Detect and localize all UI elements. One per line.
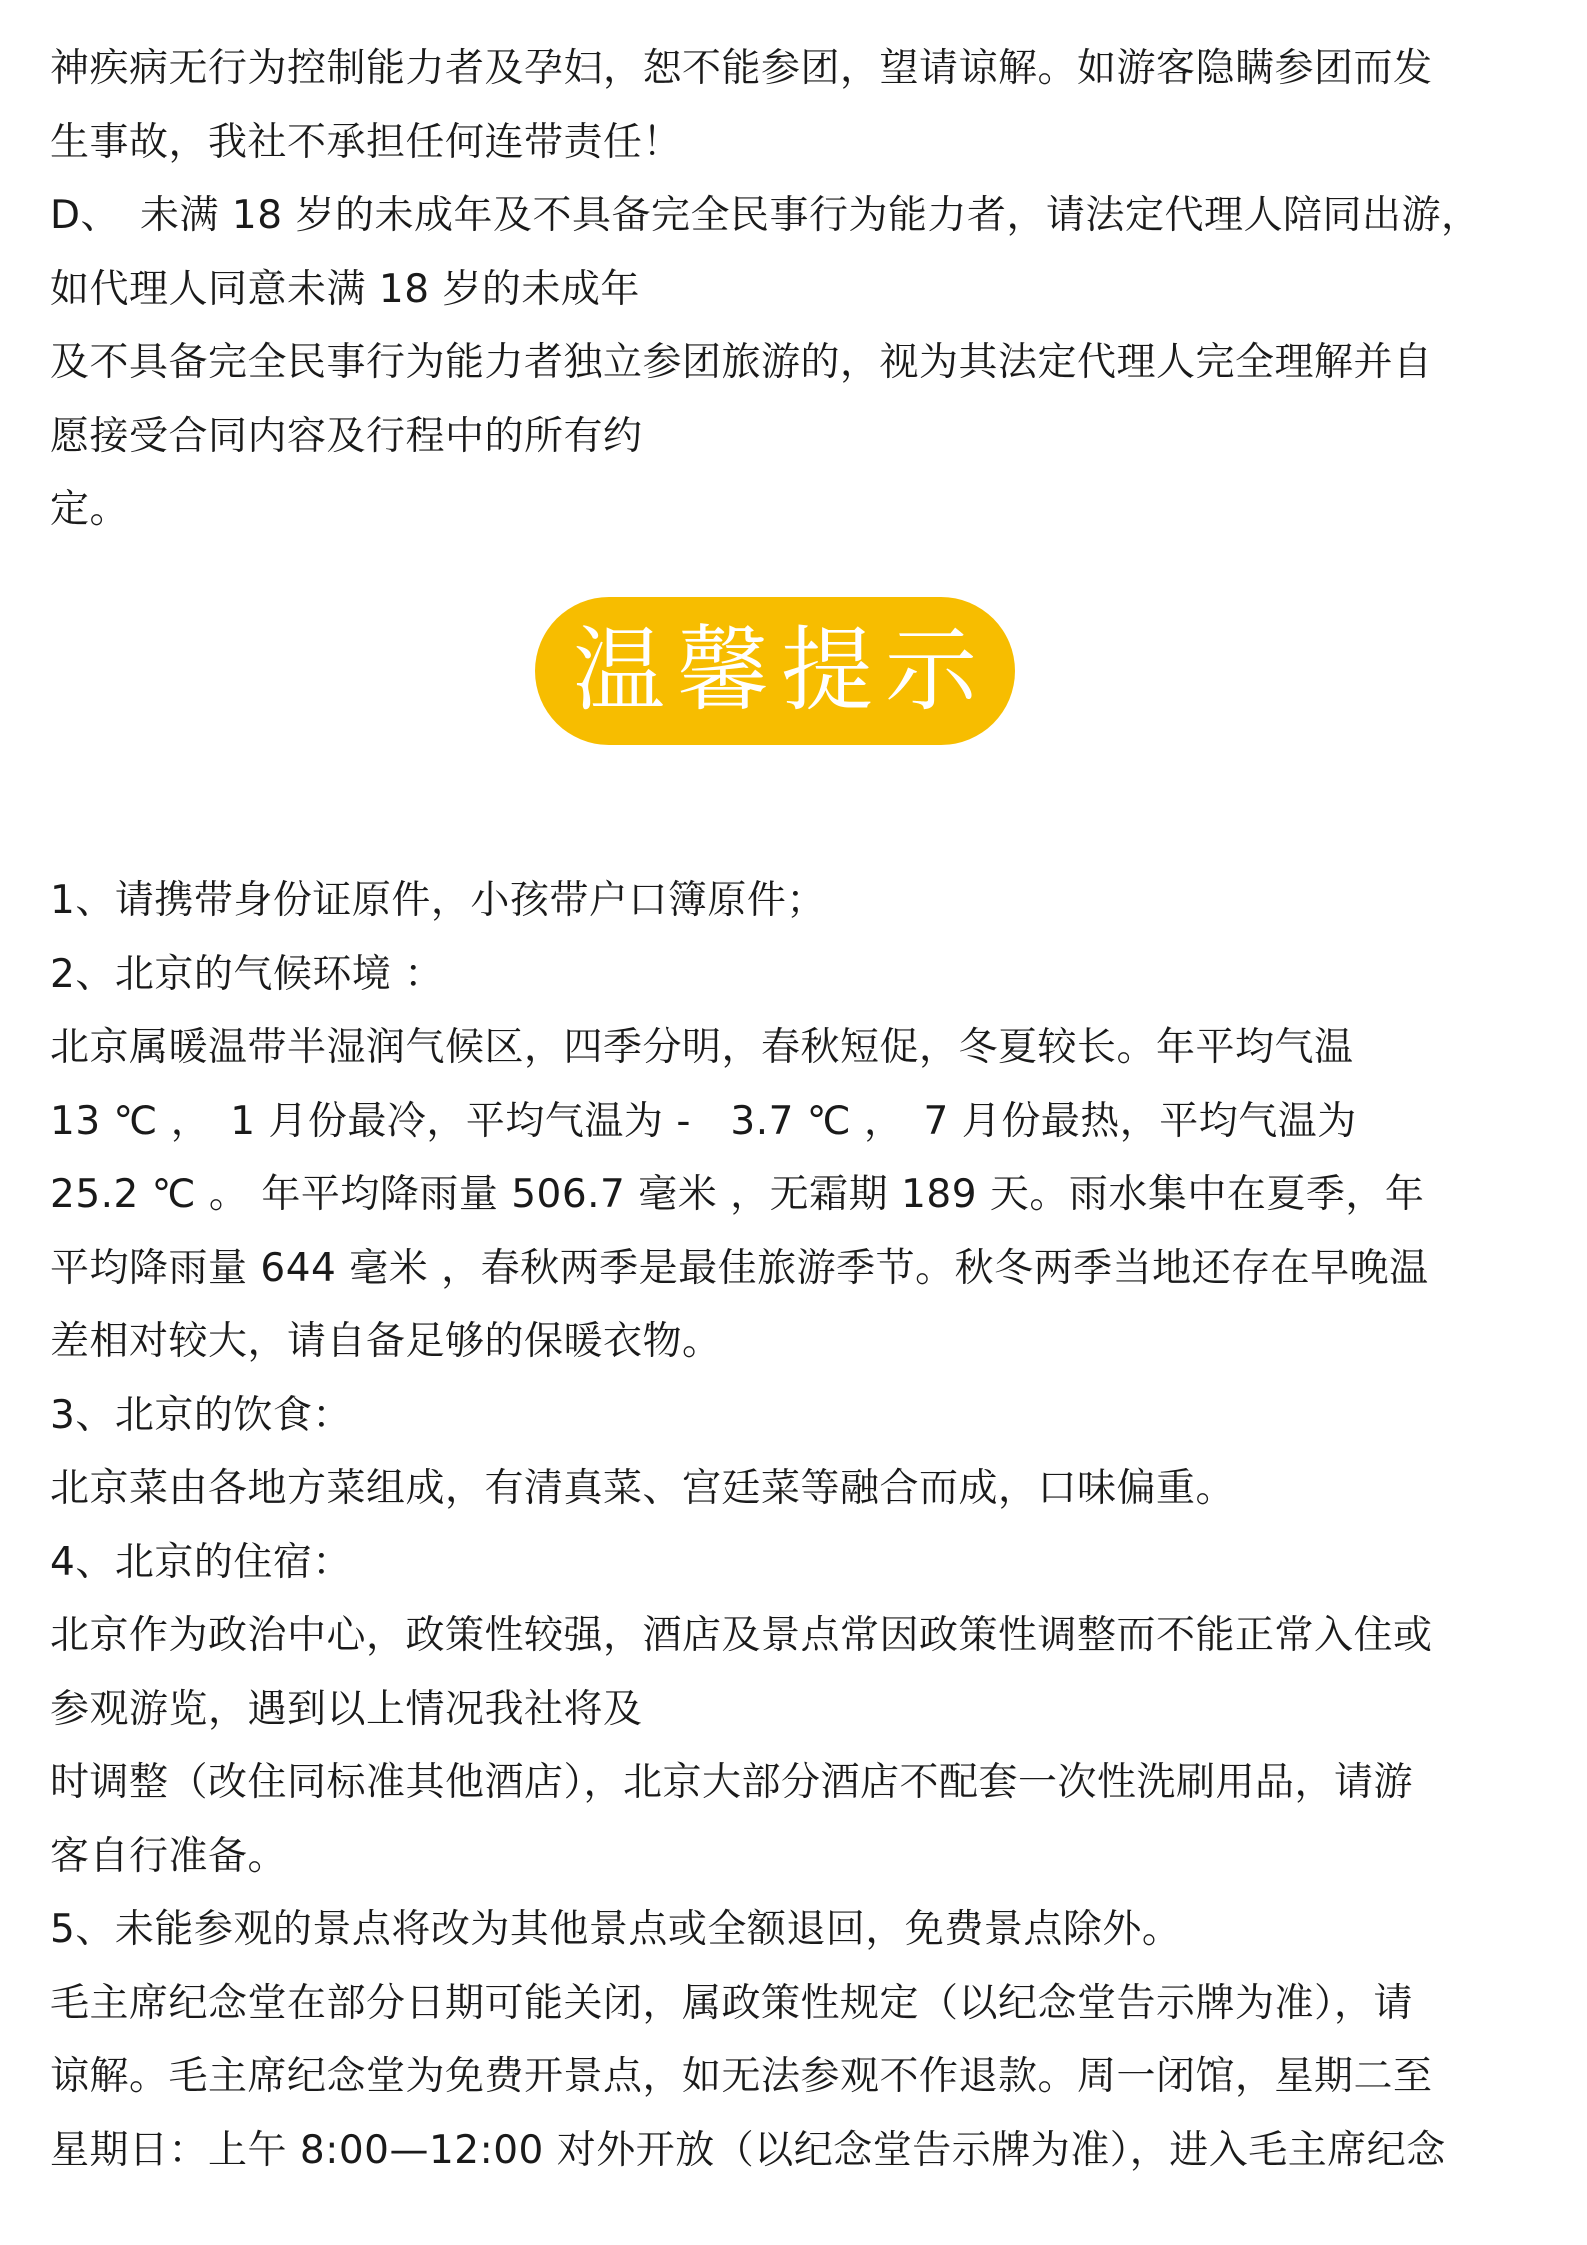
lodging-text-line: 参观游览，遇到以上情况我社将及 [50,1686,643,1732]
climate-text-line: 差相对较大，请自备足够的保暖衣物。 [50,1319,722,1364]
food-text-line: 北京菜由各地方菜组成，有清真菜、宫廷菜等融合而成，口味偏重。 [50,1466,1236,1511]
tip-item-3-heading: 3、北京的饮食： [50,1392,352,1438]
tips-list [50,864,1550,2187]
text-line: 愿接受合同内容及行程中的所有约 [50,413,643,459]
tip-item-2-heading: 2、北京的气候环境 ： [50,951,444,997]
tip-item-5: 5、未能参观的景点将改为其他景点或全额退回，免费景点除外。 [50,1907,1182,1952]
participation-terms-paragraph [50,32,1550,547]
tip-item-4-heading: 4、北京的住宿： [50,1539,352,1585]
text-line: 神疾病无行为控制能力者及孕妇，恕不能参团，望请谅解。如游客隐瞒参团而发 [50,46,1433,91]
tips-title-badge [535,597,1015,745]
tips-title-pill [535,597,1015,745]
text-line: 定。 [50,487,130,532]
text-line: 如代理人同意未满 18 岁的未成年 [50,266,640,312]
lodging-text-line: 时调整（改住同标准其他酒店），北京大部分酒店不配套一次性洗刷用品，请游 [50,1760,1414,1805]
lodging-text-line: 北京作为政治中心，政策性较强，酒店及景点常因政策性调整而不能正常入住或 [50,1613,1433,1658]
memorial-hall-text-line: 谅解。毛主席纪念堂为免费开景点，如无法参观不作退款。周一闭馆，星期二至 [50,2054,1433,2099]
text-line: D、 未满 18 岁的未成年及不具备完全民事行为能力者，请法定代理人陪同出游， [50,193,1481,238]
text-line: 及不具备完全民事行为能力者独立参团旅游的，视为其法定代理人完全理解并自 [50,340,1433,385]
tip-item-1: 1、请携带身份证原件，小孩带户口簿原件； [50,878,826,923]
tips-title: 温馨提示 [572,617,989,724]
climate-text-line: 13 ℃ ， 1 月份最冷，平均气温为 - 3.7 ℃ ， 7 月份最热，平均气温为 [50,1098,1357,1144]
memorial-hall-text-line: 星期日：上午 8:00—12:00 对外开放（以纪念堂告示牌为准），进入毛主席纪念 [50,2127,1446,2173]
climate-text-line: 25.2 ℃ 。 年平均降雨量 506.7 毫米 ，无霜期 189 天。雨水集中在夏季，年 [50,1172,1425,1217]
lodging-text-line: 客自行准备。 [50,1833,288,1879]
climate-text-line: 北京属暖温带半湿润气候区，四季分明，春秋短促，冬夏较长。年平均气温 [50,1025,1354,1070]
memorial-hall-text-line: 毛主席纪念堂在部分日期可能关闭，属政策性规定（以纪念堂告示牌为准），请 [50,1980,1414,2026]
text-line: 生事故，我社不承担任何连带责任！ [50,119,683,165]
climate-text-line: 平均降雨量 644 毫米 ，春秋两季是最佳旅游季节。秋冬两季当地还存在早晚温 [50,1245,1429,1291]
